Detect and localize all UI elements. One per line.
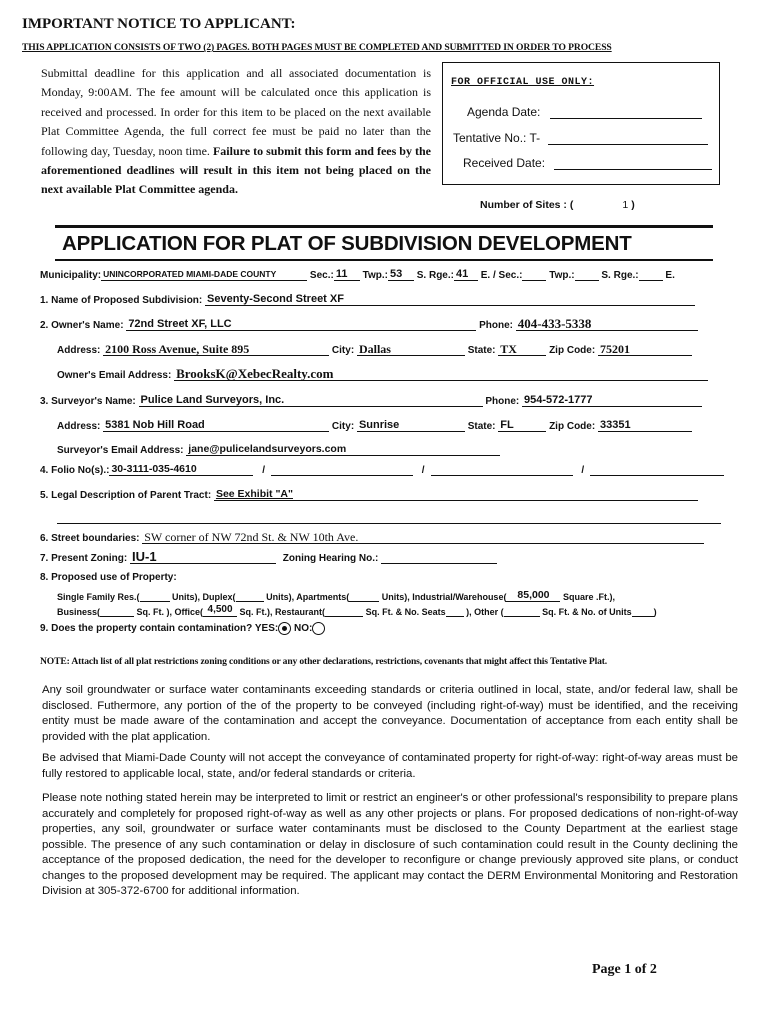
form-title: APPLICATION FOR PLAT OF SUBDIVISION DEVELOPMENT [62,232,632,255]
contamination-no-radio[interactable] [312,622,325,635]
apartments-field[interactable] [349,601,379,602]
tentative-no-label: Tentative No.: T- [453,131,541,145]
surveyor-phone-label: Phone: [485,396,520,407]
paragraph-1-wrap [42,683,738,745]
sites-close: ) [631,199,635,211]
duplex-label: Units), Duplex( [172,592,236,602]
contamination-row [40,622,325,635]
tentative-no-row [453,131,708,145]
industrial-field[interactable]: 85,000 [506,589,560,602]
owner-field[interactable]: 72nd Street XF, LLC [126,318,476,331]
twp2-field[interactable] [575,280,599,281]
surveyor-state-label: State: [467,421,496,432]
owner-state-field[interactable]: TX [498,343,546,356]
surveyor-row [40,394,702,407]
sec2-field[interactable] [522,280,546,281]
industrial-units-label: Square .Ft.), [562,592,615,602]
legal-field[interactable]: See Exhibit "A" [214,488,698,501]
no-label: NO: [293,623,313,635]
tentative-no-field[interactable] [548,132,708,145]
notice-text: Submittal deadline for this application and all associated documentation is Monday, 9:00AM. The fee amount will be calculated once this application is received and processed. In order for this item to be placed on the next available Plat Committee Agenda, the full correct fee must be paid no later than the following day, Tuesday, noon time. [41,66,431,158]
owner-zip-field[interactable]: 75201 [598,343,692,356]
folio-label: 4. Folio No(s).: [40,465,110,476]
owner-email-row [57,368,708,381]
hearing-label: Zoning Hearing No.: [282,553,379,564]
paragraph-3-wrap [42,791,738,900]
surveyor-city-label: City: [331,421,355,432]
agenda-date-field[interactable] [550,106,702,119]
official-use-box [442,62,720,185]
zoning-row [40,551,497,564]
surveyor-city-field[interactable]: Sunrise [357,419,465,432]
single-family-field[interactable] [140,601,170,602]
agenda-date-label: Agenda Date: [467,105,541,119]
owner-address-row [57,343,692,356]
street-row [40,531,704,544]
notice-subtitle: THIS APPLICATION CONSISTS OF TWO (2) PAGES. BOTH PAGES MUST BE COMPLETED AND SUBMITTED IN ORDER TO PROCESS [22,42,612,53]
other-field[interactable] [504,616,540,617]
twp-field[interactable]: 53 [388,268,414,281]
surveyor-state-field[interactable]: FL [498,419,546,432]
folio-field-3[interactable] [431,475,573,476]
received-date-row [463,156,712,170]
rge2-label: S. Rge.: [601,270,639,281]
business-field[interactable] [100,616,134,617]
owner-zip-label: Zip Code: [549,345,596,356]
contamination-label: 9. Does the property contain contamination? [40,623,253,635]
folio-slash-2: / [421,465,425,476]
legal-field-line-2[interactable] [57,523,721,524]
sites-value[interactable]: 1 [622,199,629,211]
subdivision-field[interactable]: Seventy-Second Street XF [205,293,695,306]
paragraph-2-wrap [42,751,738,782]
use-label: 8. Proposed use of Property: [40,572,177,583]
surveyor-field[interactable]: Pulice Land Surveyors, Inc. [139,394,483,407]
title-rule-bottom [55,259,713,261]
street-label: 6. Street boundaries: [40,533,140,544]
owner-address-label: Address: [57,345,101,356]
note-text: NOTE: Attach list of all plat restrictions zoning conditions or any other declarations, restrictions, covenants that might affect this Tentative Plat. [40,656,608,667]
notice-warning: Failure to submit this form and fees by the aforementioned deadlines will result in this item not being placed on the next available Plat Committee agenda. [41,143,432,197]
office-label: Sq. Ft. ), Office( [136,607,204,617]
legal-row [40,488,698,501]
single-family-label: Single Family Res.( [57,592,140,602]
paragraph-1: Any soil groundwater or surface water contaminants exceeding standards or criteria outlined in local, state, and/or federal law, shall be disclosed. Futhermore, any portion of the of the property to be conveyed (including right-of-way) must be identified, and the receiving entity must be made aware of the contamination and accept the conveyance. Documentation of acceptance from each entity shall be provided with the plat application. [42,684,738,743]
owner-row [40,318,698,331]
municipality-label: Municipality: [40,270,102,281]
yes-label: YES: [254,623,279,635]
contamination-yes-radio[interactable] [278,622,291,635]
surveyor-label: 3. Surveyor's Name: [40,396,136,407]
municipality-field[interactable]: UNINCORPORATED MIAMI-DADE COUNTY [101,268,307,281]
hearing-field[interactable] [381,563,497,564]
surveyor-phone-field[interactable]: 954-572-1777 [522,394,702,407]
twp-label: Twp.: [362,270,388,281]
owner-phone-label: Phone: [479,320,513,331]
other-label: ), Other ( [466,607,504,617]
street-field[interactable]: SW corner of NW 72nd St. & NW 10th Ave. [142,531,704,544]
apartments-label: Units), Apartments( [266,592,350,602]
owner-address-field[interactable]: 2100 Ross Avenue, Suite 895 [103,343,329,356]
sec-label: Sec.: [309,270,334,281]
subdivision-row [40,293,695,306]
notice-body [41,64,431,200]
owner-email-label: Owner's Email Address: [57,370,172,381]
page-number: Page 1 of 2 [592,962,657,977]
official-use-title: FOR OFFICIAL USE ONLY: [451,77,595,88]
sec2-label: E. / Sec.: [480,270,523,281]
folio-row [40,463,724,476]
owner-phone-field[interactable]: 404-433-5338 [516,318,698,331]
folio-slash-3: / [581,465,585,476]
folio-field-4[interactable] [590,475,724,476]
restaurant-field[interactable] [325,616,363,617]
surveyor-zip-field[interactable]: 33351 [598,419,692,432]
rge-field[interactable]: 41 [454,268,478,281]
seats-field[interactable] [446,616,464,617]
sites-label: Number of Sites : ( [480,199,574,211]
received-date-label: Received Date: [463,156,546,170]
location-row [40,268,675,281]
surveyor-email-field[interactable]: jane@pulicelandsurveyors.com [186,443,500,456]
owner-city-label: City: [331,345,355,356]
surveyor-address-label: Address: [57,421,101,432]
folio-slash-1: / [262,465,266,476]
office-field[interactable]: 4,500 [203,604,237,617]
other-units-field[interactable] [632,616,654,617]
business-label: Business( [57,607,101,617]
sec-field[interactable]: 11 [334,268,360,281]
owner-city-field[interactable]: Dallas [357,343,465,356]
zoning-field[interactable]: IU-1 [130,551,276,564]
surveyor-address-row [57,419,692,432]
twp2-label: Twp.: [549,270,575,281]
received-date-field[interactable] [554,157,712,170]
owner-email-field[interactable]: BrooksK@XebecRealty.com [174,368,708,381]
agenda-date-row [467,105,702,119]
folio-field-2[interactable] [271,475,413,476]
number-of-sites [480,199,635,211]
paragraph-2: Be advised that Miami-Dade County will not accept the conveyance of contaminated property for right-of-way: right-of-way areas must be fully restored to applicable local, state, and/or federal standards or criteria. [42,752,738,780]
zoning-label: 7. Present Zoning: [40,553,128,564]
title-rule-top [55,225,713,228]
subdivision-label: 1. Name of Proposed Subdivision: [40,295,203,306]
end-label: E. [665,270,675,281]
owner-label: 2. Owner's Name: [40,320,124,331]
legal-label: 5. Legal Description of Parent Tract: [40,490,212,501]
seats-label: Sq. Ft. & No. Seats [365,607,446,617]
surveyor-email-label: Surveyor's Email Address: [57,445,184,456]
restaurant-label: Sq. Ft.), Restaurant( [239,607,326,617]
paragraph-3: Please note nothing stated herein may be interpreted to limit or restrict an engineer's or other professional's responsibility to prepare plans accurately and completely for proposed right-of-way as well as any other projects or plans. For proposed dedications of non-right-of-way properties, any soil, groundwater or surface water contaminants must be disclosed to the County Department at the earliest stage possible. The presence of any such contamination or delay in disclosure of such contamination could result in the County declining the acceptance of the proposed dedication, the need for the developer to reconfigure or change previously approved site plans, or conduct changes to the proposed development may be required. The applicant may contact the DERM Environmental Monitoring and Restoration Division at 305-372-6700 for additional information. [42,792,738,897]
folio-field-1[interactable]: 30-3111-035-4610 [109,463,253,476]
use-line-2 [57,604,657,617]
duplex-field[interactable] [236,601,264,602]
rge2-field[interactable] [639,280,663,281]
owner-state-label: State: [467,345,496,356]
use-line-1 [57,589,615,602]
surveyor-zip-label: Zip Code: [549,421,596,432]
industrial-label: Units), Industrial/Warehouse( [381,592,507,602]
other-units-label: Sq. Ft. & No. of Units [542,607,632,617]
surveyor-email-row [57,443,500,456]
surveyor-address-field[interactable]: 5381 Nob Hill Road [103,419,329,432]
notice-title: IMPORTANT NOTICE TO APPLICANT: [22,16,296,32]
other-close: ) [653,607,657,617]
rge-label: S. Rge.: [416,270,454,281]
